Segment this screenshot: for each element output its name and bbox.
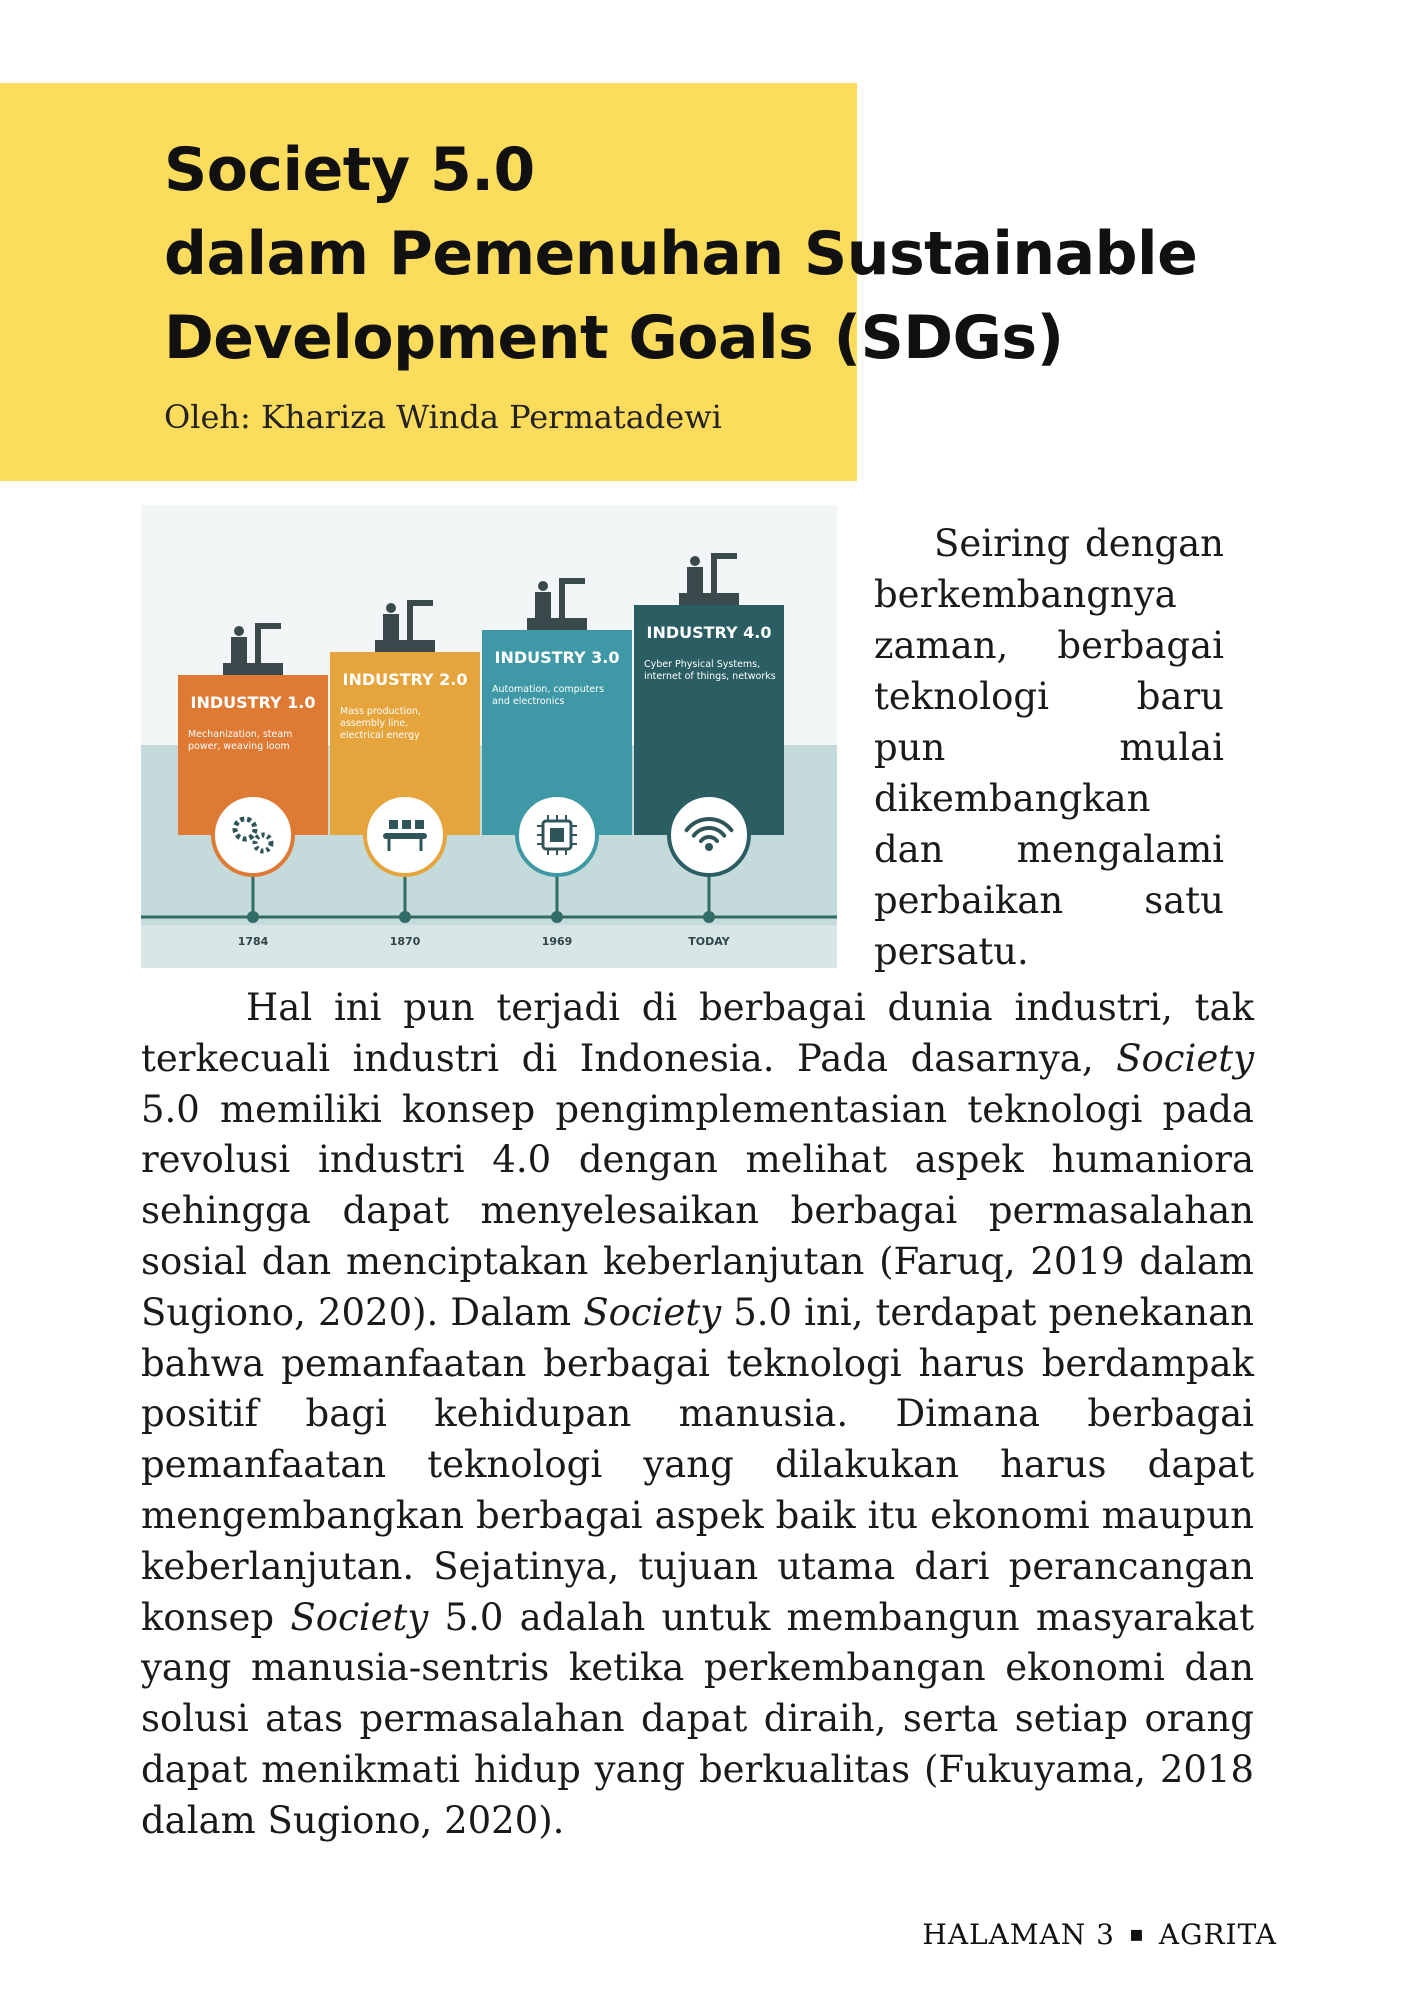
timeline-dot	[551, 911, 563, 923]
author-byline: Oleh: Khariza Winda Permatadewi	[164, 398, 722, 436]
body-text-3: 5.0 ini, terdapat penekanan bahwa pemanfaatan berbagai teknologi harus berdampak positif bagi kehidupan manusia. Dimana berbagai pemanfaatan teknologi yang dilakukan harus dapat mengembangkan berbagai aspek baik itu ekonomi maupun keberlanjutan. Sejatinya, tujuan utama dari perancangan konsep	[141, 1290, 1254, 1639]
timeline-dot	[247, 911, 259, 923]
title-line-1: Society 5.0	[164, 135, 535, 205]
stage-description: Cyber Physical Systems,	[644, 659, 761, 670]
stage-label: INDUSTRY 2.0	[342, 670, 468, 689]
page-footer	[922, 1918, 1277, 1951]
article-title	[164, 128, 1197, 380]
society-term-1: Society	[1116, 1036, 1254, 1080]
stage-description: Mechanization, steam	[188, 729, 293, 740]
intro-text: Seiring dengan berkembangnya zaman, berbagai teknologi baru pun mulai dikembangkan dan mengalami perbaikan satu persatu.	[874, 522, 1224, 973]
stage-description: and electronics	[492, 696, 565, 707]
timeline-year: 1969	[541, 935, 573, 948]
page-number: HALAMAN 3	[922, 1918, 1115, 1951]
stage-label: INDUSTRY 4.0	[646, 623, 772, 642]
stage-description: internet of things, networks	[644, 671, 776, 682]
body-text-2: 5.0 memiliki konsep pengimplementasian teknologi pada revolusi industri 4.0 dengan melihat aspek humaniora sehingga dapat menyelesaikan berbagai permasalahan sosial dan menciptakan keberlanjutan (Faruq, 2019 dalam Sugiono, 2020). Dalam	[141, 1087, 1254, 1334]
timeline-year: TODAY	[688, 935, 730, 948]
timeline-dot	[399, 911, 411, 923]
timeline-dot	[703, 911, 715, 923]
society-term-2: Society	[583, 1290, 722, 1334]
timeline-year: 1784	[237, 935, 269, 948]
publication-name: AGRITA	[1158, 1918, 1277, 1951]
stage-description: electrical energy	[340, 730, 420, 741]
stage-description: Mass production,	[340, 706, 421, 717]
stage-description: assembly line,	[340, 718, 409, 729]
footer-separator: ▪	[1128, 1922, 1145, 1947]
body-text-4: 5.0 adalah untuk membangun masyarakat yang manusia-sentris ketika perkembangan ekonomi dan solusi atas permasalahan dapat diraih, serta setiap orang dapat menikmati hidup yang berkualitas (Fukuyama, 2018 dalam Sugiono, 2020).	[141, 1595, 1255, 1842]
stage-description: Automation, computers	[492, 684, 605, 695]
body-text-1: Hal ini pun terjadi di berbagai dunia industri, tak terkecuali industri di Indonesia. Pada dasarnya,	[141, 986, 1254, 1080]
stage-label: INDUSTRY 1.0	[190, 693, 316, 712]
timeline-year: 1870	[389, 935, 421, 948]
stage-label: INDUSTRY 3.0	[494, 648, 620, 667]
stage-description: power, weaving loom	[188, 741, 290, 752]
industry-revolution-infographic	[141, 505, 837, 968]
society-term-3: Society	[290, 1595, 429, 1639]
body-paragraph	[141, 983, 1254, 1847]
title-line-2: dalam Pemenuhan Sustainable	[164, 219, 1198, 289]
title-line-3: Development Goals (SDGs)	[164, 303, 1064, 373]
intro-paragraph	[874, 518, 1224, 977]
